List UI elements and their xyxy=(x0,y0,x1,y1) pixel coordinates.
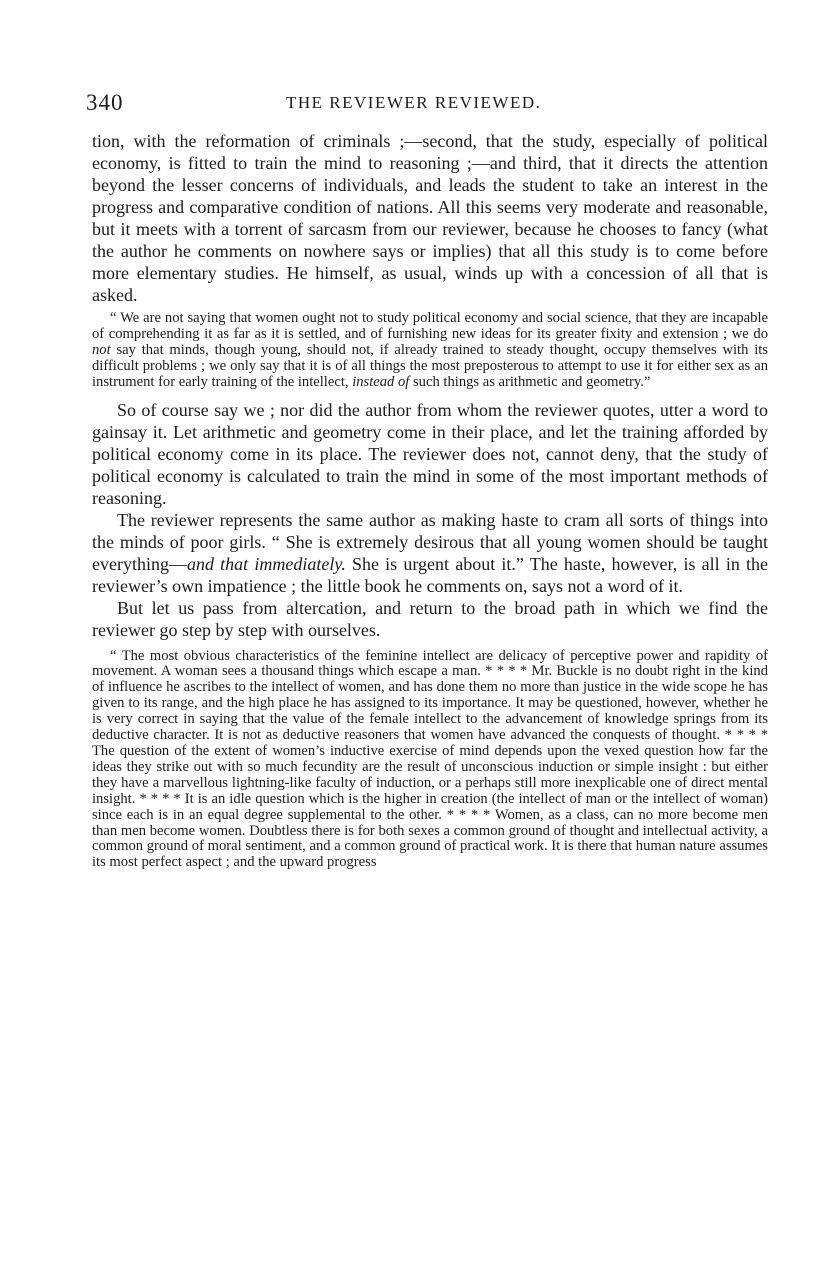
paragraph-continuation: tion, with the reformation of criminals ;—second, that the study, especially of political economy, is fitted to train the mind to reasoning ;—and third, that it directs the attention beyond the lesser concerns of individuals, and leads the student to take an interest in the progress and comparative condition of nations. All this seems very moderate and reasonable, but it meets with a torrent of sarcasm from our reviewer, because he chooses to fancy (what the author he comments on nowhere says or implies) that all this study is to come before more elementary studies. He himself, as usual, winds up with a concession of all that is asked. xyxy=(92,131,768,305)
paragraph-text: The reviewer represents the same author as making haste to cram all sorts of things into the minds of poor girls. “ She is extremely desirous that all young women should be taught everything— xyxy=(92,509,768,574)
block-quote-feminine-intellect: “ The most obvious characteristics of the feminine intellect are delicacy of perceptive power and rapidity of movement. A woman sees a thousand things which escape a man. * * * * Mr. Buckle is no doubt right in the kind of influence he ascribes to the intellect of women, and has done them no more than justice in the wide scope he has given to its range, and the high place he has assigned to its importance. It may be questioned, however, whether he is very correct in saying that the value of the female intellect to the advancement of knowledge springs from its deductive character. It is not as deductive reasoners that women have advanced the conquests of thought. * * * * The question of the extent of women’s inductive exercise of mind depends upon the vexed question how far the ideas they strike out with so much fecundity are the result of unconscious induction or simple insight : but either they have a marvellous lightning-like faculty of induction, or a perhaps still more inexplicable one of direct mental insight. * * * * It is an idle question which is the higher in creation (the intellect of man or the intellect of woman) since each is in an equal degree supplemental to the other. * * * * Women, as a class, can no more become men than men become women. Doubtless there is for both sexes a common ground of thought and intellectual activity, a common ground of moral sentiment, and a common ground of practical work. It is there that human nature assumes its most perfect aspect ; and the upward progress xyxy=(92,647,768,871)
quote-emphasis: not xyxy=(92,341,111,358)
paragraph: But let us pass from altercation, and return to the broad path in which we find the reviewer go step by step with ourselves. xyxy=(92,597,768,640)
paragraph-emphasis: and that immediately. xyxy=(186,553,346,574)
page-number: 340 xyxy=(86,90,124,115)
quote-text: “ We are not saying that women ought not to study political economy and social science, that they are incapable of comprehending it as far as it is settled, and of furnishing new ideas for its greater fixity and extension ; we do xyxy=(92,310,768,342)
page-header xyxy=(86,90,786,120)
paragraph xyxy=(92,509,768,597)
block-quote-reviewer xyxy=(92,311,768,391)
quote-text: such things as arithmetic and geometry.” xyxy=(409,373,651,390)
quote-text: say that minds, though young, should not, if already trained to steady thought, occupy themselves with its difficult problems ; we only say that it is of all things the most preposterous to attempt to use it for either sex as an instrument for early training of the intellect, xyxy=(92,341,768,390)
paragraph: So of course say we ; nor did the author from whom the reviewer quotes, utter a word to gainsay it. Let arithmetic and geometry come in their place, and let the training afforded by political economy come in its place. The reviewer does not, cannot deny, that the study of political economy is calculated to train the mind in some of the most important methods of reasoning. xyxy=(92,399,768,508)
running-title: THE REVIEWER REVIEWED. xyxy=(286,93,542,112)
quote-emphasis: instead of xyxy=(352,373,410,390)
body-text xyxy=(92,130,768,879)
paragraph-text: She is urgent about it.” The haste, however, is all in the reviewer’s own impatience ; the little book he comments on, says not a word of it. xyxy=(92,553,769,596)
